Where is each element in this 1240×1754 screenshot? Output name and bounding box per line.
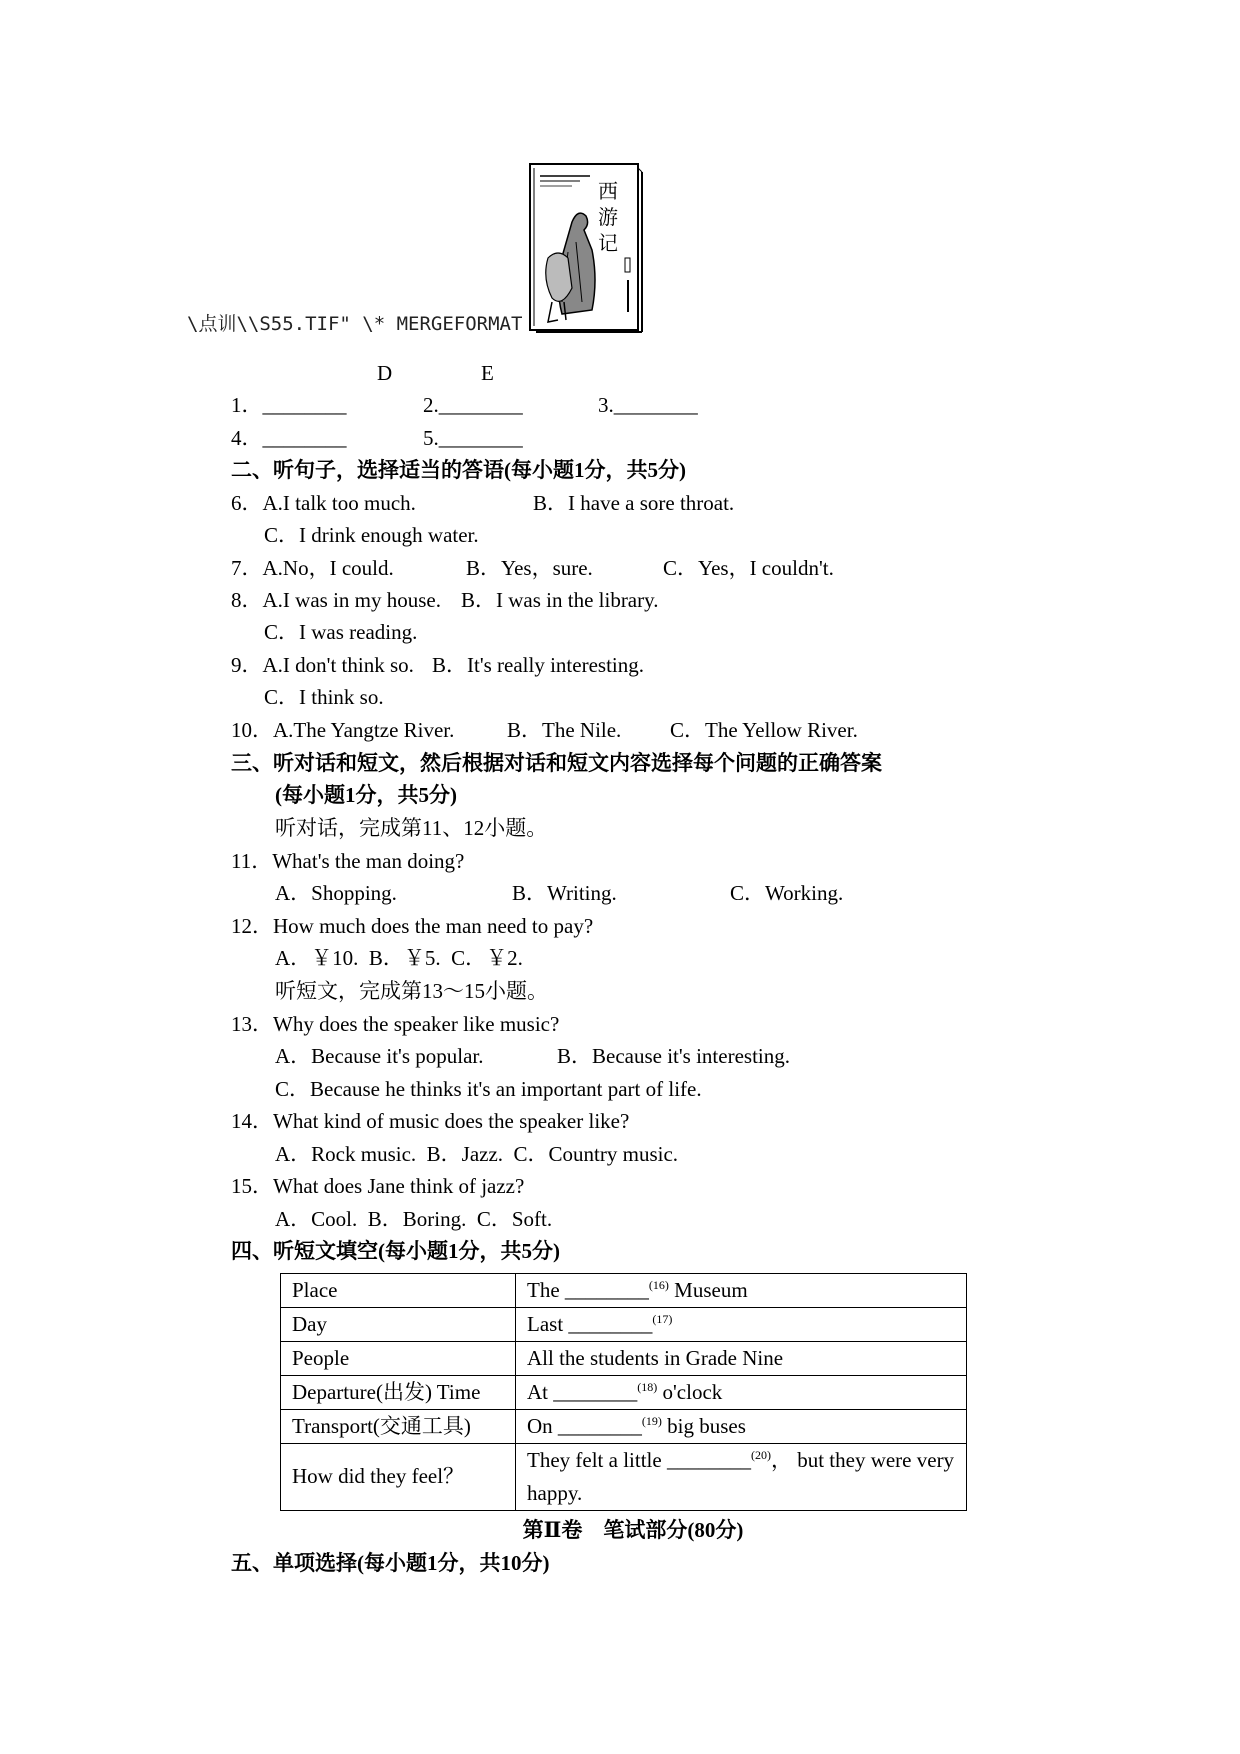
row-label: Place xyxy=(281,1274,516,1308)
q13-question: 13．Why does the speaker like music? xyxy=(231,1012,560,1036)
part5-heading: 五、单项选择(每小题1分，共10分) xyxy=(231,1551,550,1575)
blank-number: (20) xyxy=(750,1448,771,1462)
row-value xyxy=(516,1342,967,1376)
q13-option-c: C．Because he thinks it's an important part of life. xyxy=(275,1077,702,1101)
q10-option-a: 10．A.The Yangtze River. xyxy=(231,718,455,742)
q6-option-a: 6．A.I talk too much. xyxy=(231,491,416,515)
picture-label-d: D xyxy=(377,361,393,385)
row-value-text[interactable]: Last ________ xyxy=(527,1311,653,1336)
q15-question: 15．What does Jane think of jazz? xyxy=(231,1174,525,1198)
q7-option-a: 7．A.No，I could. xyxy=(231,556,394,580)
book-title-char-2: 游 xyxy=(598,205,618,229)
table-row xyxy=(281,1308,967,1342)
row-value-text[interactable]: The ________ xyxy=(527,1277,649,1302)
q13-option-b: B．Because it's interesting. xyxy=(557,1044,790,1068)
row-value-suffix: big buses xyxy=(661,1413,746,1438)
part3-dialogue-intro: 听对话，完成第11、12小题。 xyxy=(275,816,548,840)
q15-options: A．Cool. B．Boring. C．Soft. xyxy=(275,1207,553,1231)
row-value xyxy=(516,1444,967,1511)
book-title-char-3: 记 xyxy=(598,231,618,255)
table-row xyxy=(281,1342,967,1376)
q11-option-b: B．Writing. xyxy=(512,881,617,905)
blank-number: (16) xyxy=(648,1277,669,1292)
q14-options: A．Rock music. B．Jazz. C．Country music. xyxy=(275,1142,679,1166)
row-value-text: All the students in Grade Nine xyxy=(527,1345,784,1370)
q6-option-b: B．I have a sore throat. xyxy=(533,491,735,515)
q10-option-b: B．The Nile. xyxy=(507,718,622,742)
table-row xyxy=(281,1274,967,1308)
picture-label-e: E xyxy=(481,361,494,385)
q8-option-a: 8．A.I was in my house. xyxy=(231,588,441,612)
row-value-suffix: ， but they were very happy. xyxy=(527,1448,955,1505)
q12-question: 12．How much does the man need to pay? xyxy=(231,914,594,938)
row-value-text[interactable]: They felt a little ________ xyxy=(527,1448,751,1472)
q11-option-a: A．Shopping. xyxy=(275,881,397,905)
row-label: Departure(出发) Time xyxy=(281,1376,516,1410)
q13-option-a: A．Because it's popular. xyxy=(275,1044,484,1068)
blank-number: (18) xyxy=(637,1379,658,1394)
part3-heading-score: (每小题1分，共5分) xyxy=(275,783,457,807)
row-value-text[interactable]: At ________ xyxy=(527,1379,638,1404)
row-value-text[interactable]: On ________ xyxy=(527,1413,642,1438)
blank-number: (17) xyxy=(652,1311,673,1326)
table-row xyxy=(281,1376,967,1410)
table-row xyxy=(281,1444,967,1511)
q7-option-c: C．Yes，I couldn't. xyxy=(663,556,834,580)
blank-number: (19) xyxy=(641,1413,662,1428)
row-value xyxy=(516,1308,967,1342)
q9-option-a: 9．A.I don't think so. xyxy=(231,653,414,677)
part3-passage-intro: 听短文，完成第13～15小题。 xyxy=(275,979,548,1003)
row-value-suffix: o'clock xyxy=(657,1379,723,1404)
fill-in-table xyxy=(280,1273,967,1511)
q10-option-c: C．The Yellow River. xyxy=(670,718,858,742)
q7-option-b: B．Yes，sure. xyxy=(466,556,593,580)
row-value xyxy=(516,1376,967,1410)
part2-heading: 二、听句子，选择适当的答语(每小题1分，共5分) xyxy=(231,458,686,482)
answer-blank-2[interactable]: 2.________ xyxy=(423,393,523,417)
q14-question: 14．What kind of music does the speaker like? xyxy=(231,1109,630,1133)
row-label: People xyxy=(281,1342,516,1376)
journey-to-the-west-book-cover-image xyxy=(528,162,644,334)
part3-heading: 三、听对话和短文，然后根据对话和短文内容选择每个问题的正确答案 xyxy=(231,751,882,775)
answer-blank-1[interactable]: 1．________ xyxy=(231,393,347,417)
row-value xyxy=(516,1274,967,1308)
section2-title: 第Ⅱ卷 笔试部分(80分) xyxy=(522,1518,744,1542)
answer-blank-5[interactable]: 5.________ xyxy=(423,426,523,450)
part4-heading: 四、听短文填空(每小题1分，共5分) xyxy=(231,1239,560,1263)
book-title-char-1: 西 xyxy=(598,179,618,203)
q8-option-b: B．I was in the library. xyxy=(461,588,659,612)
table-row xyxy=(281,1410,967,1444)
field-code-text: \点训\\S55.TIF" \* MERGEFORMAT xyxy=(187,313,523,335)
q11-question: 11．What's the man doing? xyxy=(231,849,465,873)
q9-option-c: C．I think so. xyxy=(264,685,384,709)
row-label: Transport(交通工具) xyxy=(281,1410,516,1444)
row-label: How did they feel？ xyxy=(281,1444,516,1511)
row-value xyxy=(516,1410,967,1444)
row-value-suffix: Museum xyxy=(668,1277,748,1302)
answer-blank-3[interactable]: 3.________ xyxy=(598,393,698,417)
q8-option-c: C．I was reading. xyxy=(264,620,418,644)
row-label: Day xyxy=(281,1308,516,1342)
q9-option-b: B．It's really interesting. xyxy=(432,653,644,677)
q11-option-c: C．Working. xyxy=(730,881,844,905)
q12-options: A．￥10. B．￥5. C．￥2. xyxy=(275,946,523,970)
answer-blank-4[interactable]: 4．________ xyxy=(231,426,347,450)
q6-option-c: C．I drink enough water. xyxy=(264,523,479,547)
